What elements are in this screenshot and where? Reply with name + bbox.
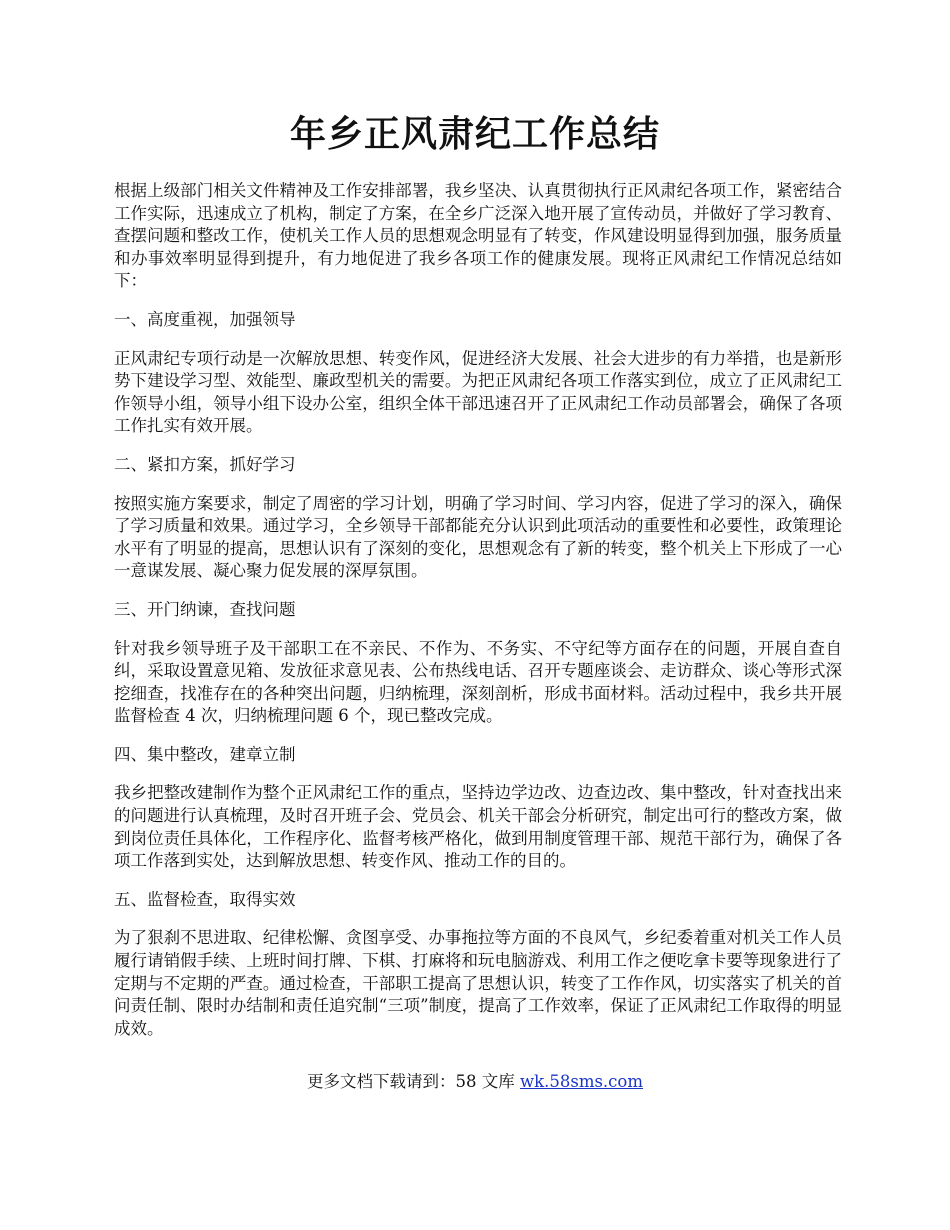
section-body-2: 按照实施方案要求，制定了周密的学习计划，明确了学习时间、学习内容，促进了学习的深入，确保了学习质量和效果。通过学习，全乡领导干部都能充分认识到此项活动的重要性和必要性，政策理论水平有了明显的提高，思想认识有了深刻的变化，思想观念有了新的转变，整个机关上下形成了一心一意谋发展、凝心聚力促发展的深厚氛围。 [114, 493, 842, 581]
download-footer [0, 1071, 950, 1093]
document-body [114, 180, 842, 1056]
section-body-1: 正风肃纪专项行动是一次解放思想、转变作风，促进经济大发展、社会大进步的有力举措，也是新形势下建设学习型、效能型、廉政型机关的需要。为把正风肃纪各项工作落实到位，成立了正风肃纪工作领导小组，领导小组下设办公室，组织全体干部迅速召开了正风肃纪工作动员部署会，确保了各项工作扎实有效开展。 [114, 348, 842, 436]
section-heading-1: 一、高度重视，加强领导 [114, 309, 296, 329]
footer-prefix: 更多文档下载请到：58 文库 [306, 1072, 520, 1091]
document-title: 年乡正风肃纪工作总结 [289, 113, 660, 155]
section-body-4: 我乡把整改建制作为整个正风肃纪工作的重点，坚持边学边改、边查边改、集中整改，针对查找出来的问题进行认真梳理，及时召开班子会、党员会、机关干部会分析研究，制定出可行的整改方案，做到岗位责任具体化，工作程序化、监督考核严格化，做到用制度管理干部、规范干部行为，确保了各项工作落到实处，达到解放思想、转变作风、推动工作的目的。 [114, 783, 842, 871]
section-body-3: 针对我乡领导班子及干部职工在不亲民、不作为、不务实、不守纪等方面存在的问题，开展自查自纠，采取设置意见箱、发放征求意见表、公布热线电话、召开专题座谈会、走访群众、谈心等形式深挖细查，找准存在的各种突出问题，归纳梳理，深刻剖析，形成书面材料。活动过程中，我乡共开展监督检查 4 次，归纳梳理问题 6 个，现已整改完成。 [114, 638, 842, 726]
section-body-5: 为了狠刹不思进取、纪律松懈、贪图享受、办事拖拉等方面的不良风气，乡纪委着重对机关工作人员履行请销假手续、上班时间打牌、下棋、打麻将和玩电脑游戏、利用工作之便吃拿卡要等现象进行了定期与不定期的严查。通过检查，干部职工提高了思想认识，转变了工作作风，切实落实了机关的首问责任制、限时办结制和责任追究制“三项”制度，提高了工作效率，保证了正风肃纪工作取得的明显成效。 [114, 928, 842, 1038]
intro-paragraph: 根据上级部门相关文件精神及工作安排部署，我乡坚决、认真贯彻执行正风肃纪各项工作，紧密结合工作实际，迅速成立了机构，制定了方案，在全乡广泛深入地开展了宣传动员，并做好了学习教育、查摆问题和整改工作，使机关工作人员的思想观念明显有了转变，作风建设明显得到加强，服务质量和办事效率明显得到提升，有力地促进了我乡各项工作的健康发展。现将正风肃纪工作情况总结如下： [114, 181, 842, 291]
section-heading-5: 五、监督检查，取得实效 [114, 889, 296, 909]
section-heading-3: 三、开门纳谏，查找问题 [114, 599, 296, 619]
footer-link[interactable]: wk.58sms.com [519, 1072, 643, 1091]
section-heading-2: 二、紧扣方案，抓好学习 [114, 454, 296, 474]
section-heading-4: 四、集中整改，建章立制 [114, 744, 296, 764]
